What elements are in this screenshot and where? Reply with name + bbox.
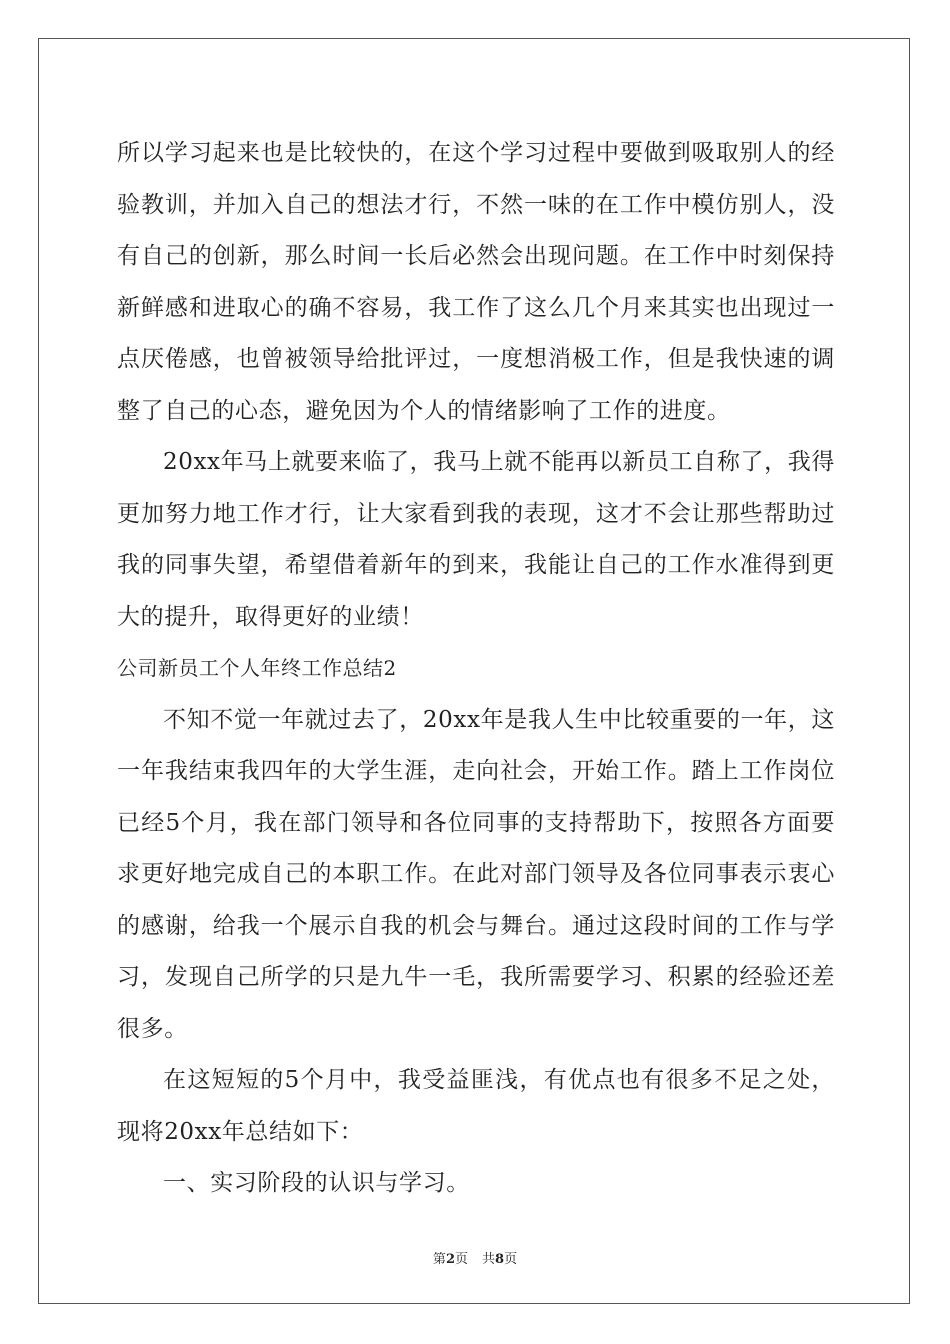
document-body <box>117 128 835 1210</box>
paragraph-1: 所以学习起来也是比较快的，在这个学习过程中要做到吸取别人的经验教训，并加入自己的想法才行，不然一味的在工作中模仿别人，没有自己的创新，那么时间一长后必然会出现问题。在工作中时刻保持新鲜感和进取心的确不容易，我工作了这么几个月来其实也出现过一点厌倦感，也曾被领导给批评过，一度想消极工作，但是我快速的调整了自己的心态，避免因为个人的情绪影响了工作的进度。 <box>117 140 835 424</box>
footer-page-number: 2 <box>445 1252 455 1267</box>
page-footer <box>0 1248 950 1267</box>
paragraph-4: 在这短短的5个月中，我受益匪浅，有优点也有很多不足之处，现将20xx年总结如下： <box>117 1067 835 1145</box>
footer-total-pages: 8 <box>495 1252 505 1267</box>
footer-page-suffix: 页 <box>454 1252 468 1267</box>
paragraph-5: 一、实习阶段的认识与学习。 <box>163 1170 470 1196</box>
section-heading: 公司新员工个人年终工作总结2 <box>117 656 397 680</box>
footer-total-prefix: 共 <box>482 1252 496 1267</box>
footer-page-prefix: 第 <box>432 1252 446 1267</box>
paragraph-2: 20xx年马上就要来临了，我马上就不能再以新员工自称了，我得更加努力地工作才行，让大家看到我的表现，这才不会让那些帮助过我的同事失望，希望借着新年的到来，我能让自己的工作水准得到更大的提升，取得更好的业绩！ <box>117 449 835 630</box>
footer-total-suffix: 页 <box>504 1252 518 1267</box>
paragraph-3: 不知不觉一年就过去了，20xx年是我人生中比较重要的一年，这一年我结束我四年的大学生涯，走向社会，开始工作。踏上工作岗位已经5个月，我在部门领导和各位同事的支持帮助下，按照各方面要求更好地完成自己的本职工作。在此对部门领导及各位同事表示衷心的感谢，给我一个展示自我的机会与舞台。通过这段时间的工作与学习，发现自己所学的只是九牛一毛，我所需要学习、积累的经验还差很多。 <box>117 706 835 1042</box>
